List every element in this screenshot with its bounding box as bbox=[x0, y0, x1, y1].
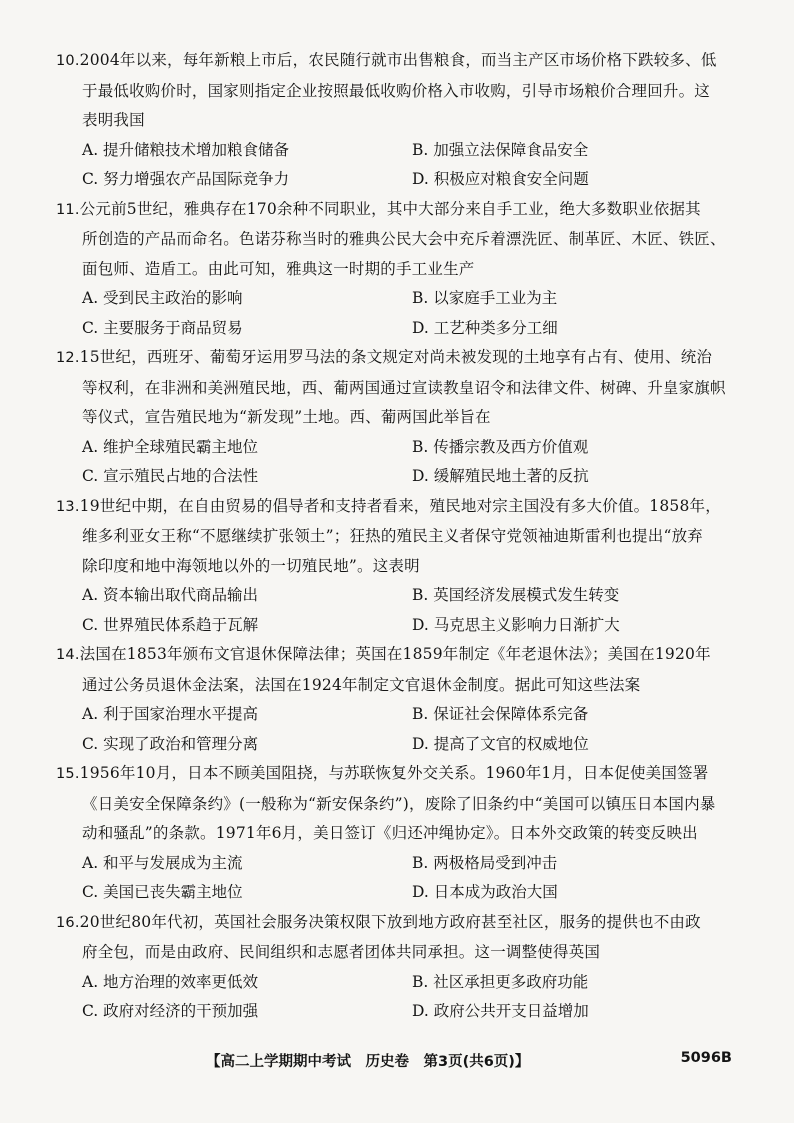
option-grid bbox=[56, 581, 746, 640]
stem-line: 动和骚乱”的条款。1971年6月，美日签订《归还冲绳协定》。日本外交政策的转变反映出 bbox=[82, 824, 698, 842]
option-d: D. 工艺种类多分工细 bbox=[412, 318, 558, 337]
option-c: C. 政府对经济的干预加强 bbox=[82, 1002, 259, 1020]
stem-line: 面包师、造盾工。由此可知，雅典这一时期的手工业生产 bbox=[82, 259, 475, 278]
option-a: A. 受到民主政治的影响 bbox=[82, 289, 243, 307]
question-stem bbox=[56, 195, 746, 285]
option-c: C. 主要服务于商品贸易 bbox=[82, 318, 243, 337]
question-stem bbox=[56, 343, 746, 433]
option-b: B. 传播宗教及西方价值观 bbox=[412, 437, 589, 456]
option-d: D. 政府公共开支日益增加 bbox=[412, 1002, 589, 1020]
stem-line: 公元前5世纪，雅典存在170余种不同职业，其中大部分来自手工业，绝大多数职业依据其 bbox=[79, 199, 701, 218]
option-b: B. 社区承担更多政府功能 bbox=[412, 972, 589, 991]
option-grid bbox=[56, 284, 746, 343]
stem-first-line bbox=[56, 195, 746, 226]
stem-line: 通过公务员退休金法案，法国在1924年制定文官退休金制度。据此可知这些法案 bbox=[82, 675, 641, 694]
stem-line: 20世纪80年代初，英国社会服务决策权限下放到地方政府甚至社区，服务的提供也不由政 bbox=[79, 912, 701, 931]
option-c: C. 实现了政治和管理分离 bbox=[82, 734, 259, 753]
option-grid bbox=[56, 849, 746, 908]
stem-line: 维多利亚女王称“不愿继续扩张领土”；狂热的殖民主义者保守党领袖迪斯雷利也提出“放弃 bbox=[82, 527, 703, 545]
option-b: B. 以家庭手工业为主 bbox=[412, 289, 558, 307]
question-15 bbox=[56, 759, 746, 908]
question-10 bbox=[56, 46, 746, 195]
stem-first-line bbox=[56, 343, 746, 374]
option-a: A. 地方治理的效率更低效 bbox=[82, 972, 259, 991]
stem-first-line bbox=[56, 759, 746, 790]
question-number: 11. bbox=[56, 201, 80, 218]
stem-line: 于最低收购价时，国家则指定企业按照最低收购价格入市收购，引导市场粮价合理回升。这 bbox=[82, 81, 711, 100]
footer-title: 【高二上学期期中考试 历史卷 第3页(共6页)】 bbox=[206, 1054, 530, 1070]
stem-line: 表明我国 bbox=[82, 111, 145, 129]
option-grid bbox=[56, 968, 746, 1027]
option-a: A. 维护全球殖民霸主地位 bbox=[82, 437, 259, 456]
option-b: B. 两极格局受到冲击 bbox=[412, 853, 558, 872]
option-c: C. 努力增强农产品国际竞争力 bbox=[82, 170, 290, 188]
question-number: 12. bbox=[56, 350, 80, 366]
footer-code: 5096B bbox=[680, 1050, 732, 1066]
option-a: A. 提升储粮技术增加粮食储备 bbox=[82, 140, 290, 159]
option-c: C. 宣示殖民占地的合法性 bbox=[82, 467, 259, 485]
option-grid bbox=[56, 433, 746, 492]
question-number: 13. bbox=[56, 498, 80, 515]
stem-line: 2004年以来，每年新粮上市后，农民随行就市出售粮食，而当主产区市场价格下跌较多、低 bbox=[79, 51, 717, 69]
question-number: 15. bbox=[56, 766, 80, 782]
stem-first-line bbox=[56, 492, 746, 523]
question-number: 16. bbox=[56, 914, 80, 931]
question-stem bbox=[56, 640, 746, 700]
option-c: C. 世界殖民体系趋于瓦解 bbox=[82, 615, 259, 634]
question-list bbox=[56, 46, 746, 1027]
option-d: D. 缓解殖民地土著的反抗 bbox=[412, 467, 589, 485]
stem-first-line bbox=[56, 640, 746, 671]
question-stem bbox=[56, 46, 746, 136]
option-d: D. 马克思主义影响力日渐扩大 bbox=[412, 615, 620, 634]
question-12 bbox=[56, 343, 746, 492]
option-a: A. 和平与发展成为主流 bbox=[82, 853, 243, 872]
stem-first-line bbox=[56, 908, 746, 939]
stem-line: 等仪式，宣告殖民地为“新发现”土地。西、葡两国此举旨在 bbox=[82, 408, 491, 426]
stem-line: 1956年10月，日本不顾美国阻挠，与苏联恢复外交关系。1960年1月，日本促使美国签署 bbox=[79, 764, 709, 782]
question-number: 14. bbox=[56, 647, 80, 663]
question-stem bbox=[56, 908, 746, 968]
page-footer bbox=[56, 1050, 746, 1080]
option-d: D. 积极应对粮食安全问题 bbox=[412, 170, 589, 188]
option-d: D. 日本成为政治大国 bbox=[412, 883, 558, 901]
stem-line: 15世纪，西班牙、葡萄牙运用罗马法的条文规定对尚未被发现的土地享有占有、使用、统治 bbox=[79, 348, 713, 366]
stem-line: 除印度和地中海领地以外的一切殖民地”。这表明 bbox=[82, 556, 420, 575]
option-c: C. 美国已丧失霸主地位 bbox=[82, 883, 243, 901]
question-number: 10. bbox=[56, 53, 80, 69]
stem-line: 《日美安全保障条约》(一般称为“新安保条约”)，废除了旧条约中“美国可以镇压日本国内暴 bbox=[82, 794, 716, 813]
question-stem bbox=[56, 759, 746, 849]
option-grid bbox=[56, 136, 746, 195]
option-b: B. 英国经济发展模式发生转变 bbox=[412, 586, 620, 604]
option-b: B. 保证社会保障体系完备 bbox=[412, 705, 589, 723]
stem-line: 所创造的产品而命名。色诺芬称当时的雅典公民大会中充斥着漂洗匠、制革匠、木匠、铁匠、 bbox=[82, 230, 726, 248]
option-a: A. 利于国家治理水平提高 bbox=[82, 705, 259, 723]
option-grid bbox=[56, 700, 746, 759]
question-16 bbox=[56, 908, 746, 1027]
stem-line: 府全包，而是由政府、民间组织和志愿者团体共同承担。这一调整使得英国 bbox=[82, 943, 601, 961]
question-11 bbox=[56, 195, 746, 344]
option-d: D. 提高了文官的权威地位 bbox=[412, 734, 589, 753]
stem-line: 等权利，在非洲和美洲殖民地，西、葡两国通过宣读教皇诏令和法律文件、树碑、升皇家旗帜 bbox=[82, 378, 726, 397]
option-b: B. 加强立法保障食品安全 bbox=[412, 140, 589, 159]
option-a: A. 资本输出取代商品输出 bbox=[82, 586, 259, 604]
stem-first-line bbox=[56, 46, 746, 77]
stem-line: 法国在1853年颁布文官退休保障法律；英国在1859年制定《年老退休法》；美国在1920年 bbox=[79, 645, 711, 663]
stem-line: 19世纪中期，在自由贸易的倡导者和支持者看来，殖民地对宗主国没有多大价值。1858年， bbox=[79, 496, 721, 515]
question-14 bbox=[56, 640, 746, 759]
question-13 bbox=[56, 492, 746, 641]
question-stem bbox=[56, 492, 746, 582]
